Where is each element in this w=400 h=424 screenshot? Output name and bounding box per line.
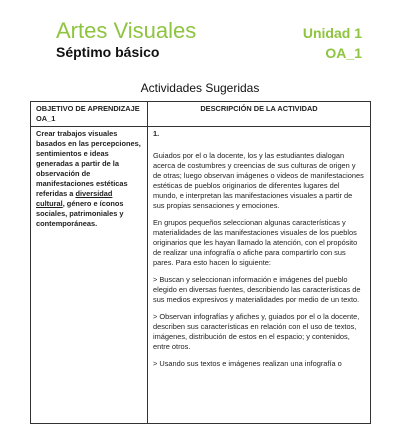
unit-label: Unidad 1 [302, 25, 362, 41]
oa-label: OA_1 [325, 45, 362, 61]
objective-underlined-text: diversidad cultural [36, 189, 113, 208]
activity-paragraph: En grupos pequeños seleccionan algunas características y materialidades de las manifestaciones visuales de los pueblos originarios que les hayan llamado la atención, con el propósito de realizar una infografía o afiche para compartirlo con sus pares. Para esto hacen lo siguiente: [153, 218, 358, 267]
objective-text-end: , género e íconos sociales, patrimoniales y contemporáneas. [36, 199, 124, 228]
document-header [56, 18, 362, 64]
subject-title: Artes Visuales [56, 18, 197, 43]
table-row [31, 127, 371, 424]
objective-header: OBJETIVO DE APRENDIZAJE OA_1 [31, 102, 148, 127]
objective-cell [31, 127, 148, 424]
grade-label: Séptimo básico [56, 44, 160, 60]
description-cell [148, 127, 371, 424]
activities-table [30, 101, 371, 424]
activity-number: 1. [153, 129, 160, 138]
activity-paragraph: > Usando sus textos e imágenes realizan una infografía o [153, 359, 342, 368]
table-header-row [31, 102, 371, 127]
activity-paragraph: > Observan infografías y afiches y, guiados por el o la docente, describen sus características en relación con el uso de textos, imágenes, distribución de estos en el espacio; y contenidos, entre otros. [153, 312, 360, 351]
activity-paragraph: Guiados por el o la docente, los y las estudiantes dialogan acerca de costumbres y creencias de sus culturas de origen y de otras; luego observan imágenes o videos de manifestaciones estéticas de pueblos originarios de diferentes lugares del mundo, e interpretan las manifestaciones visuales a partir de sus propias sensaciones y emociones. [153, 151, 364, 210]
description-content [153, 129, 365, 421]
section-title: Actividades Sugeridas [140, 81, 260, 95]
description-header: DESCRIPCIÓN DE LA ACTIVIDAD [148, 102, 371, 127]
activity-paragraph: > Buscan y seleccionan información e imágenes del pueblo elegido en diversas fuentes, describiendo las características de sus medios expresivos y materialidades por medio de un texto. [153, 275, 361, 304]
objective-text-start: Crear trabajos visuales basados en las percepciones, sentimientos e ideas generadas a partir de la observación de manifestaciones estéticas referidas a [36, 129, 141, 198]
